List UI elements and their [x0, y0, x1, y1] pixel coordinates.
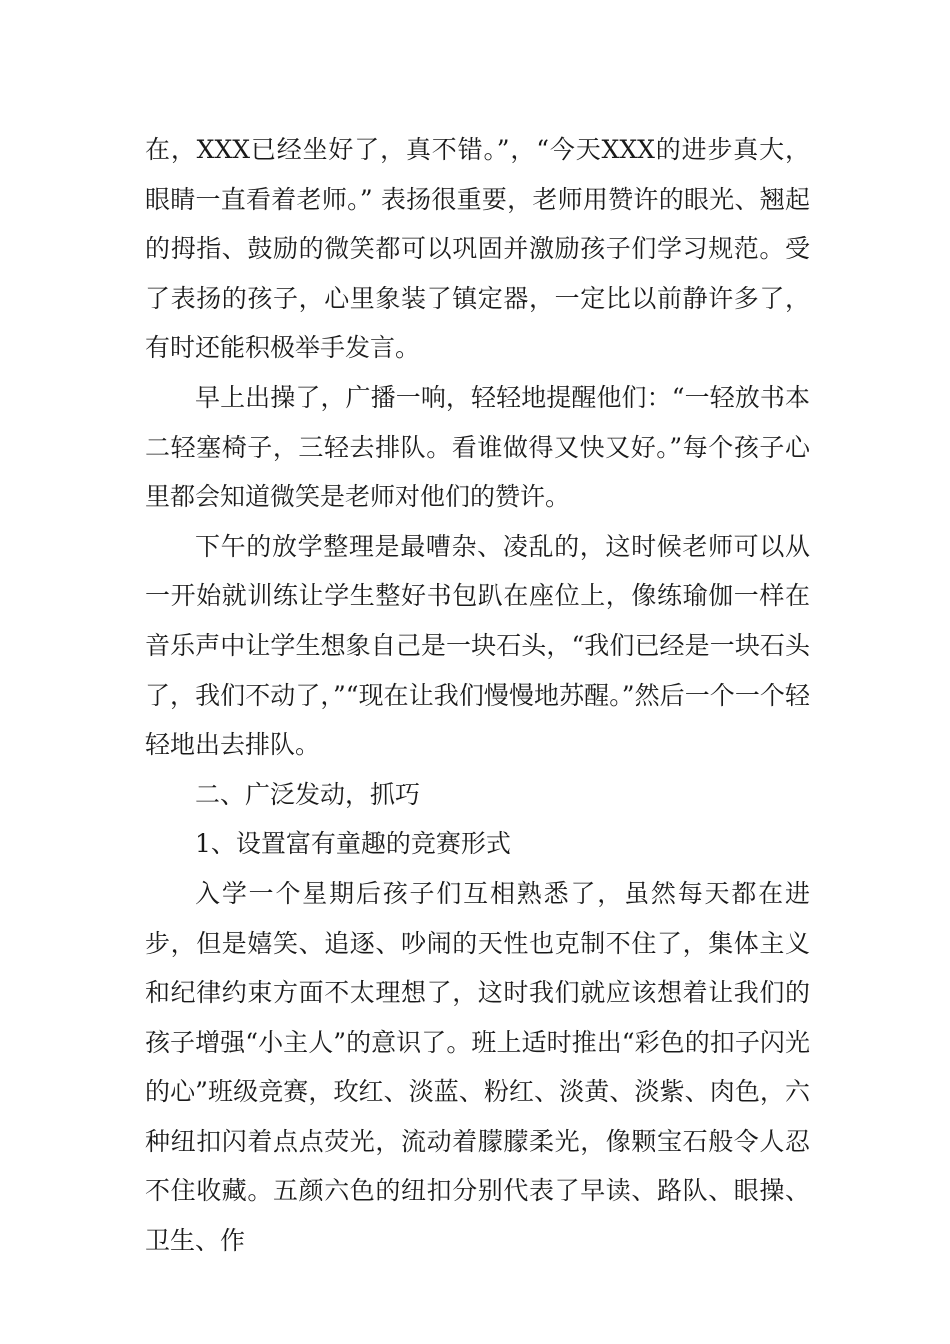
paragraph-afternoon-dismissal: 下午的放学整理是最嘈杂、凌乱的，这时候老师可以从一开始就训练让学生整好书包趴在座位上，像练瑜伽一样在音乐声中让学生想象自己是一块石头，“我们已经是一块石头了，我们不动了，”“现在让我们慢慢地苏醒。”然后一个一个轻轻地出去排队。 [145, 531, 810, 760]
section-heading: 二、广泛发动，抓巧 [195, 779, 421, 809]
subsection-heading: 1、设置富有童趣的竞赛形式 [195, 829, 511, 859]
paragraph-competition: 入学一个星期后孩子们互相熟悉了，虽然每天都在进步，但是嬉笑、追逐、吵闹的天性也克制不住了，集体主义和纪律约束方面不太理想了，这时我们就应该想着让我们的孩子增强“小主人”的意识了。班上适时推出“彩色的扣子闪光的心”班级竞赛，玫红、淡蓝、粉红、淡黄、淡紫、肉色，六种纽扣闪着点点荧光，流动着朦朦柔光，像颗宝石般令人忍不住收藏。五颜六色的纽扣分别代表了早读、路队、眼操、卫生、作 [145, 878, 810, 1256]
document-body [145, 125, 810, 1266]
paragraph-praise: 在，XXX已经坐好了，真不错。”，“今天XXX的进步真大，眼睛一直看着老师。” 表扬很重要，老师用赞许的眼光、翘起的拇指、鼓励的微笑都可以巩固并激励孩子们学习规范。受了表扬的孩子，心里象装了镇定器，一定比以前静许多了，有时还能积极举手发言。 [145, 135, 810, 363]
paragraph-morning-exercise: 早上出操了，广播一响，轻轻地提醒他们：“一轻放书本二轻塞椅子，三轻去排队。看谁做得又快又好。”每个孩子心里都会知道微笑是老师对他们的赞许。 [145, 382, 810, 512]
